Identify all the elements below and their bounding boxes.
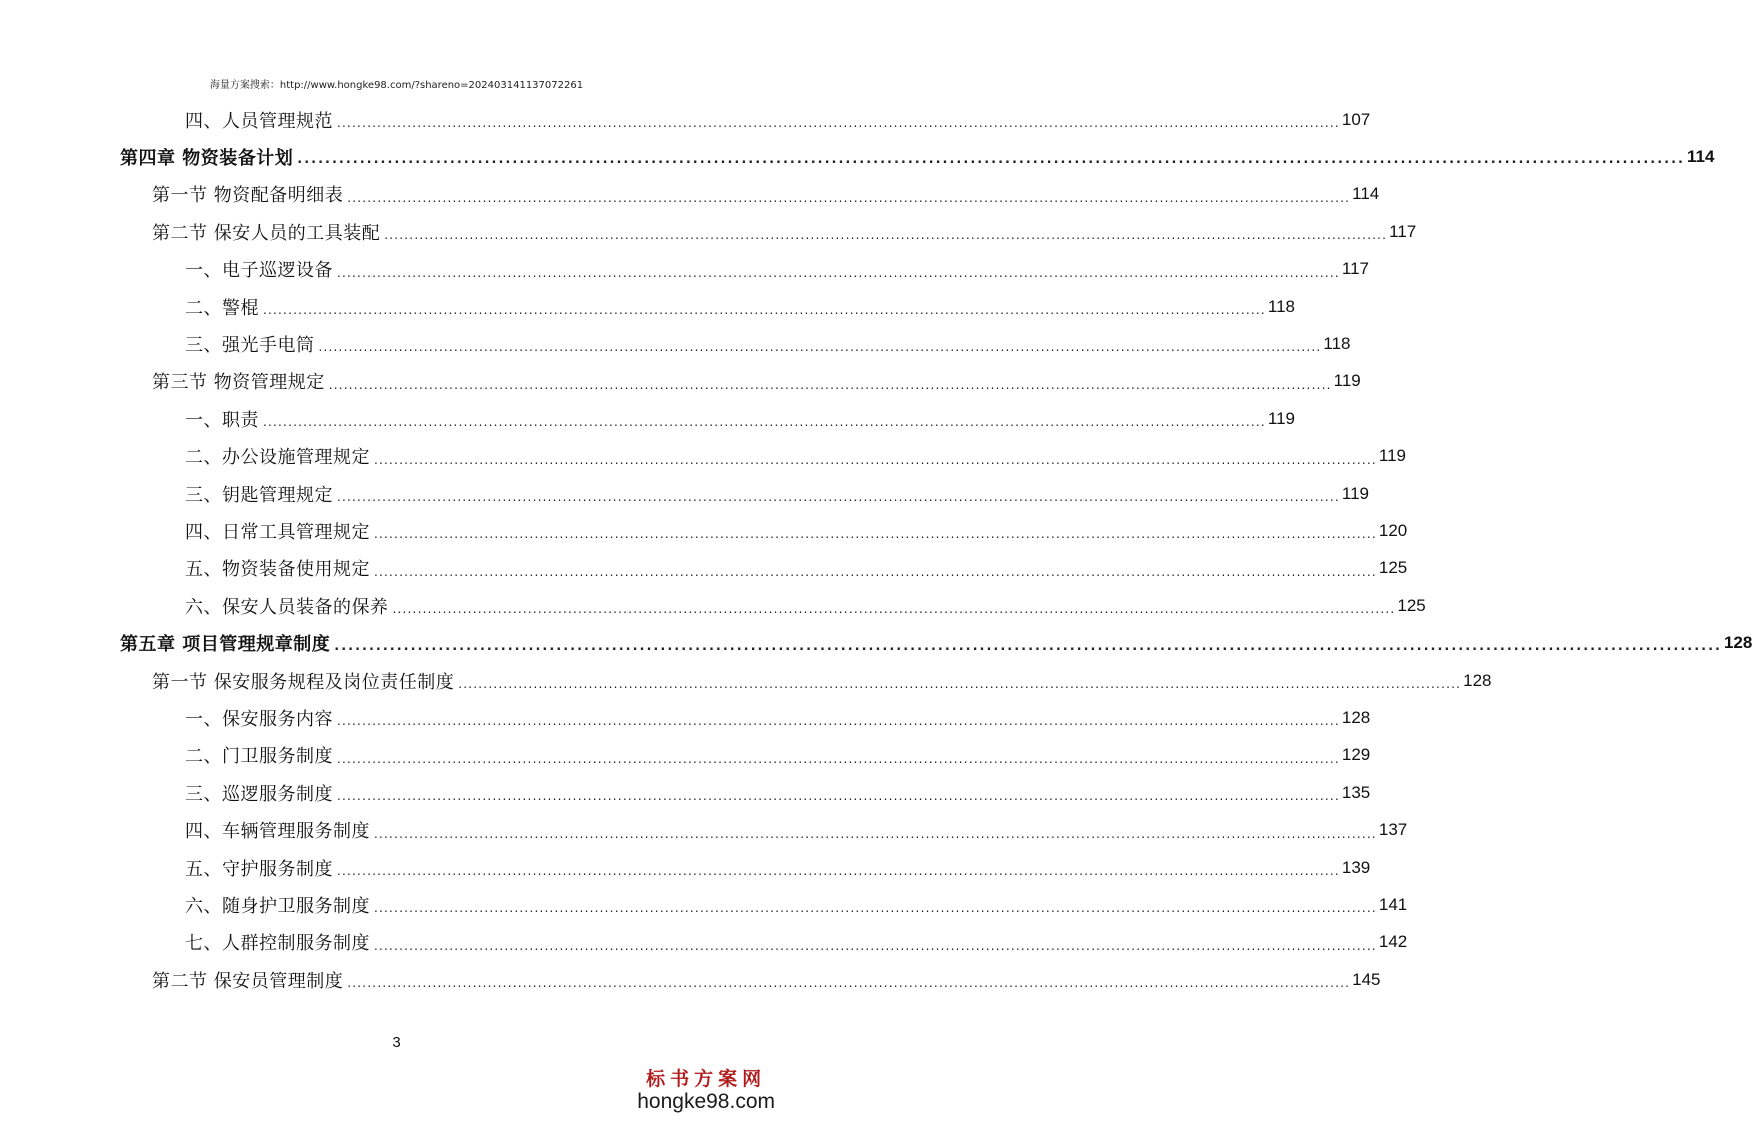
toc-leader-dots: ........................................................................................................................................................................................................ — [337, 789, 1340, 804]
toc-entry-title: 一、电子巡逻设备 — [185, 260, 333, 282]
toc-entry-title: 四、车辆管理服务制度 — [185, 821, 370, 843]
toc-entry — [185, 288, 1295, 325]
toc-leader-dots: ........................................................................................................................................................................................................ — [384, 228, 1388, 243]
toc-entry-title: 四、人员管理规范 — [185, 110, 333, 132]
toc-entry — [185, 812, 1408, 849]
toc-entry-page: 135 — [1341, 782, 1371, 802]
toc-leader-dots: ........................................................................................................................................................................................................ — [374, 564, 1377, 579]
toc-entry-page: 129 — [1341, 745, 1371, 765]
toc-entry-page: 107 — [1341, 109, 1371, 129]
toc-entry-title: 二、警棍 — [185, 297, 259, 319]
toc-entry-page: 119 — [1267, 408, 1295, 428]
toc-entry-page: 137 — [1378, 820, 1408, 840]
toc-entry-page: 128 — [1341, 707, 1371, 727]
toc-entry-title: 第五章 项目管理规章制度 — [120, 634, 331, 656]
toc-entry-title: 五、守护服务制度 — [185, 858, 333, 880]
toc-entry-page: 120 — [1378, 520, 1408, 540]
toc-leader-dots: ........................................................................................................................................................................................................ — [337, 714, 1340, 729]
toc-entry-title: 第四章 物资装备计划 — [120, 147, 294, 169]
toc-leader-dots: ........................................................................................................................................................................................................ — [374, 938, 1377, 953]
toc-entry-title: 四、日常工具管理规定 — [185, 521, 370, 543]
toc-entry — [120, 625, 1752, 662]
toc-entry-title: 三、强光手电筒 — [185, 334, 315, 356]
page-number: 3 — [392, 1034, 401, 1051]
toc-entry — [185, 400, 1295, 437]
toc-entry-title: 第一节 保安服务规程及岗位责任制度 — [152, 671, 455, 693]
toc-entry-page: 117 — [1341, 259, 1369, 279]
toc-entry — [120, 138, 1715, 175]
watermark-url: hongke98.com — [637, 1090, 775, 1113]
toc-entry — [185, 737, 1371, 774]
toc-entry-page: 118 — [1323, 333, 1351, 353]
toc-entry-page: 128 — [1463, 670, 1492, 690]
toc-entry — [185, 849, 1371, 886]
toc-leader-dots: ........................................................................................................................................................................................................ — [392, 602, 1396, 617]
toc-entry-title: 二、办公设施管理规定 — [185, 447, 370, 469]
toc-leader-dots: ........................................................................................................................................................................................................ — [374, 826, 1377, 841]
toc-leader-dots: ........................................................................................................................................................................................................ — [297, 152, 1685, 168]
watermark-brand: 标书方案网 — [646, 1068, 767, 1090]
toc-entry-title: 第二节 保安员管理制度 — [152, 970, 344, 992]
toc-leader-dots: ........................................................................................................................................................................................................ — [318, 340, 1322, 355]
toc-entry-title: 五、物资装备使用规定 — [185, 559, 370, 581]
toc-leader-dots: ........................................................................................................................................................................................................ — [347, 190, 1351, 205]
toc-leader-dots: ........................................................................................................................................................................................................ — [328, 377, 1332, 392]
toc-entry-page: 139 — [1341, 857, 1371, 877]
toc-entry-page: 145 — [1352, 969, 1381, 989]
toc-entry-page: 118 — [1267, 296, 1295, 316]
toc-entry-title: 第一节 物资配备明细表 — [152, 185, 344, 207]
toc-leader-dots: ........................................................................................................................................................................................................ — [347, 976, 1351, 991]
toc-entry-title: 六、保安人员装备的保养 — [185, 596, 389, 618]
toc-entry — [185, 550, 1408, 587]
toc-leader-dots: ........................................................................................................................................................................................................ — [374, 901, 1377, 916]
toc-entry — [185, 438, 1406, 475]
toc-entry-page: 141 — [1378, 894, 1408, 914]
toc-entry-title: 一、职责 — [185, 409, 259, 431]
toc-entry — [185, 699, 1371, 736]
toc-leader-dots: ........................................................................................................................................................................................................ — [458, 677, 1462, 691]
toc-entry — [152, 662, 1492, 699]
toc-leader-dots: ........................................................................................................................................................................................................ — [337, 864, 1340, 878]
toc-entry — [185, 886, 1408, 923]
toc-entry-page: 117 — [1389, 221, 1417, 241]
toc-entry — [185, 101, 1371, 138]
toc-entry-title: 第三节 物资管理规定 — [152, 372, 325, 394]
toc-entry — [185, 924, 1408, 961]
toc-entry-page: 125 — [1378, 558, 1408, 578]
toc-entry-title: 第二节 保安人员的工具装配 — [152, 222, 381, 244]
toc-entry-page: 114 — [1686, 146, 1715, 166]
toc-entry-page: 119 — [1333, 371, 1361, 391]
toc-leader-dots: ........................................................................................................................................................................................................ — [263, 415, 1266, 430]
toc-entry — [152, 213, 1417, 250]
toc-entry-page: 142 — [1378, 932, 1408, 952]
toc-leader-dots: ........................................................................................................................................................................................................ — [334, 638, 1722, 654]
toc-entry-title: 三、巡逻服务制度 — [185, 783, 333, 805]
toc-entry-page: 114 — [1352, 184, 1380, 204]
toc-leader-dots: ........................................................................................................................................................................................................ — [337, 116, 1340, 130]
toc-entry-page: 125 — [1397, 595, 1426, 615]
toc-entry — [185, 587, 1426, 624]
toc-leader-dots: ........................................................................................................................................................................................................ — [263, 303, 1266, 317]
toc-entry — [185, 512, 1408, 549]
toc-entry — [152, 961, 1381, 998]
toc-entry-title: 七、人群控制服务制度 — [185, 933, 370, 955]
toc-entry-page: 119 — [1341, 483, 1369, 503]
toc-entry — [185, 774, 1371, 811]
watermark-logo — [637, 1068, 775, 1114]
toc-entry — [152, 363, 1361, 400]
toc-entry — [185, 251, 1369, 288]
toc-entry — [185, 325, 1351, 362]
toc-entry-page: 119 — [1378, 446, 1406, 466]
toc-entry-title: 三、钥匙管理规定 — [185, 484, 333, 506]
toc-leader-dots: ........................................................................................................................................................................................................ — [337, 490, 1340, 504]
toc-leader-dots: ........................................................................................................................................................................................................ — [337, 751, 1340, 766]
toc-entry — [185, 475, 1369, 512]
toc-leader-dots: ........................................................................................................................................................................................................ — [337, 265, 1340, 280]
toc-entry — [152, 176, 1380, 213]
toc-entry-title: 二、门卫服务制度 — [185, 746, 333, 768]
page-header: 海量方案搜索：http://www.hongke98.com/?shareno=202403141137072261 — [209, 80, 584, 91]
toc-entry-title: 一、保安服务内容 — [185, 708, 333, 730]
toc-leader-dots: ........................................................................................................................................................................................................ — [374, 527, 1377, 542]
toc-entry-title: 六、随身护卫服务制度 — [185, 895, 370, 917]
toc-leader-dots: ........................................................................................................................................................................................................ — [374, 452, 1377, 467]
toc-entry-page: 128 — [1723, 633, 1752, 653]
